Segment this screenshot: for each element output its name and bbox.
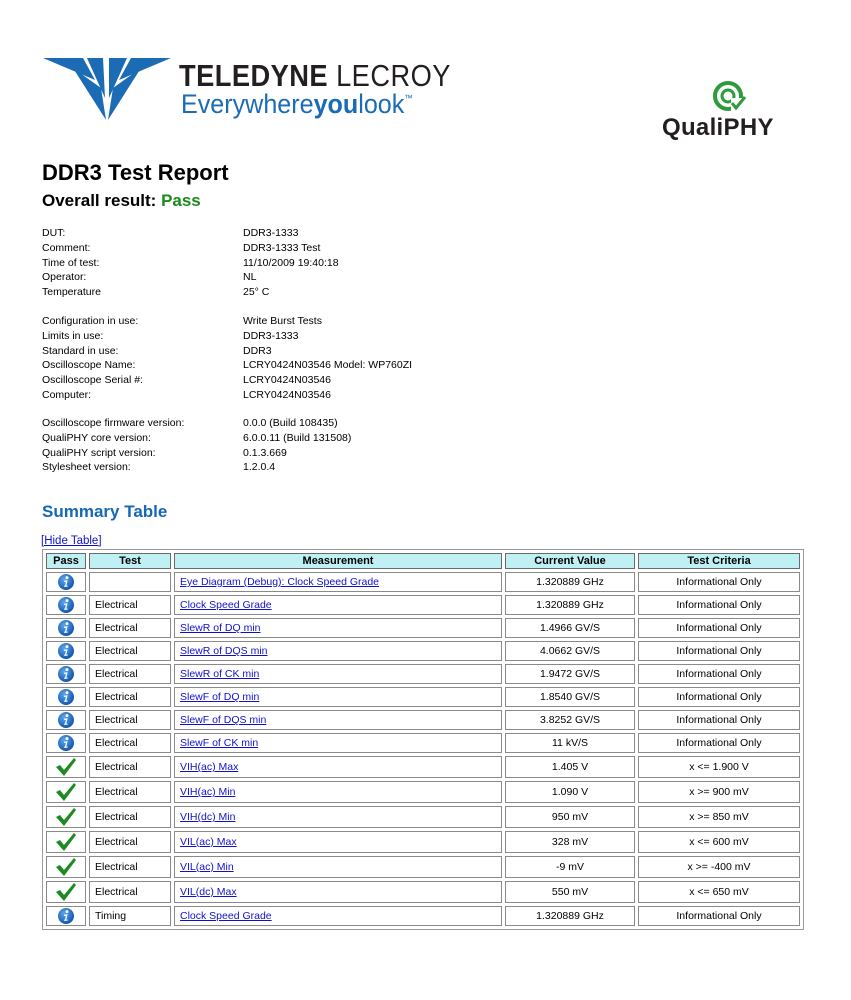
test-cell: Electrical — [89, 733, 171, 753]
pass-cell — [46, 572, 86, 592]
pass-cell — [46, 856, 86, 878]
info-value: DDR3-1333 — [243, 329, 299, 342]
info-key: QualiPHY core version: — [42, 431, 151, 444]
measurement-cell — [174, 618, 502, 638]
info-value: 0.1.3.669 — [243, 446, 287, 459]
pass-cell — [46, 733, 86, 753]
pass-cell — [46, 831, 86, 853]
test-cell: Electrical — [89, 781, 171, 803]
measurement-cell — [174, 906, 502, 926]
qualiphy-logo-icon — [712, 80, 748, 114]
test-criteria-cell: x >= 850 mV — [638, 806, 800, 828]
info-value: NL — [243, 271, 257, 284]
info-key: DUT: — [42, 227, 66, 239]
column-header-test: Test — [89, 553, 171, 569]
test-criteria-cell: Informational Only — [638, 572, 800, 592]
measurement-link[interactable]: Clock Speed Grade — [180, 599, 272, 611]
test-cell: Electrical — [89, 687, 171, 707]
pass-cell — [46, 906, 86, 926]
column-header-current-value: Current Value — [505, 553, 635, 569]
current-value-cell: 3.8252 GV/S — [505, 710, 635, 730]
current-value-cell: 1.090 V — [505, 781, 635, 803]
test-cell: Electrical — [89, 831, 171, 853]
test-cell: Electrical — [89, 881, 171, 903]
table-row — [46, 641, 800, 661]
qualiphy-wordmark: QualiPHY — [662, 114, 774, 141]
test-criteria-cell: x <= 650 mV — [638, 881, 800, 903]
summary-table — [42, 549, 804, 930]
measurement-cell — [174, 664, 502, 684]
measurement-cell — [174, 756, 502, 778]
info-icon — [57, 645, 75, 657]
table-row — [46, 710, 800, 730]
current-value-cell: 4.0662 GV/S — [505, 641, 635, 661]
info-icon — [57, 737, 75, 749]
table-row — [46, 806, 800, 828]
checkmark-icon — [55, 761, 77, 773]
table-row — [46, 856, 800, 878]
test-cell: Electrical — [89, 664, 171, 684]
current-value-cell: 950 mV — [505, 806, 635, 828]
test-criteria-cell: x <= 1.900 V — [638, 756, 800, 778]
pass-cell — [46, 641, 86, 661]
report-title: DDR3 Test Report — [42, 160, 229, 185]
info-key: QualiPHY script version: — [42, 446, 156, 459]
measurement-link[interactable]: SlewR of DQS min — [180, 645, 268, 657]
table-row — [46, 906, 800, 926]
info-value: Write Burst Tests — [243, 315, 322, 327]
info-value: DDR3-1333 Test — [243, 241, 321, 254]
measurement-cell — [174, 572, 502, 592]
info-icon — [57, 622, 75, 634]
measurement-cell — [174, 831, 502, 853]
table-row — [46, 618, 800, 638]
current-value-cell: 328 mV — [505, 831, 635, 853]
overall-result — [42, 191, 201, 211]
measurement-link[interactable]: SlewR of DQ min — [180, 622, 261, 634]
test-criteria-cell: Informational Only — [638, 687, 800, 707]
current-value-cell: 11 kV/S — [505, 733, 635, 753]
test-criteria-cell: x >= -400 mV — [638, 856, 800, 878]
info-value: 6.0.0.11 (Build 131508) — [243, 431, 352, 444]
info-row — [42, 270, 339, 285]
info-key: Configuration in use: — [42, 315, 139, 327]
measurement-link[interactable]: Eye Diagram (Debug): Clock Speed Grade — [180, 576, 380, 588]
info-key: Oscilloscope Serial #: — [42, 374, 143, 387]
info-icon — [57, 599, 75, 611]
info-row — [42, 460, 351, 475]
overall-result-value: Pass — [161, 191, 201, 210]
info-row — [42, 226, 339, 241]
test-info-group — [42, 226, 339, 300]
measurement-cell — [174, 781, 502, 803]
test-cell: Electrical — [89, 641, 171, 661]
checkmark-icon — [55, 836, 77, 848]
info-icon — [57, 691, 75, 703]
test-criteria-cell: Informational Only — [638, 733, 800, 753]
teledyne-fan-icon — [43, 58, 171, 122]
info-key: Computer: — [42, 388, 92, 401]
current-value-cell: 1.320889 GHz — [505, 595, 635, 615]
table-row — [46, 687, 800, 707]
info-value: 0.0.0 (Build 108435) — [243, 417, 338, 429]
teledyne-lecroy-logo — [43, 58, 451, 124]
configuration-info-group — [42, 314, 412, 403]
info-row — [42, 256, 339, 271]
info-row — [42, 416, 351, 431]
measurement-cell — [174, 856, 502, 878]
pass-cell — [46, 710, 86, 730]
version-info-group — [42, 416, 351, 475]
test-cell: Electrical — [89, 806, 171, 828]
summary-table-header-row — [46, 553, 800, 569]
pass-cell — [46, 595, 86, 615]
info-row — [42, 446, 351, 461]
pass-cell — [46, 881, 86, 903]
info-value: LCRY0424N03546 — [243, 374, 331, 387]
pass-cell — [46, 618, 86, 638]
test-criteria-cell: Informational Only — [638, 641, 800, 661]
test-criteria-cell: Informational Only — [638, 595, 800, 615]
table-row — [46, 664, 800, 684]
info-key: Standard in use: — [42, 344, 119, 357]
teledyne-wordmark: TELEDYNE LECROY — [179, 58, 451, 93]
test-criteria-cell: Informational Only — [638, 618, 800, 638]
info-icon — [57, 910, 75, 922]
info-icon — [57, 576, 75, 588]
current-value-cell: 550 mV — [505, 881, 635, 903]
measurement-link[interactable]: SlewF of DQS min — [180, 714, 267, 726]
measurement-link[interactable]: SlewF of DQ min — [180, 691, 260, 703]
info-row — [42, 285, 339, 300]
table-row — [46, 881, 800, 903]
column-header-test-criteria: Test Criteria — [638, 553, 800, 569]
info-value: LCRY0424N03546 — [243, 388, 331, 401]
table-row — [46, 572, 800, 592]
test-cell: Electrical — [89, 595, 171, 615]
measurement-link[interactable]: VIH(ac) Min — [180, 786, 236, 798]
info-value: DDR3 — [243, 344, 272, 357]
measurement-cell — [174, 806, 502, 828]
hide-table-link[interactable]: [Hide Table] — [41, 535, 102, 547]
test-cell: Timing — [89, 906, 171, 926]
measurement-link[interactable]: SlewR of CK min — [180, 668, 260, 680]
measurement-link[interactable]: SlewF of CK min — [180, 737, 259, 749]
test-cell: Electrical — [89, 856, 171, 878]
info-row — [42, 329, 412, 344]
info-icon — [57, 714, 75, 726]
measurement-cell — [174, 733, 502, 753]
table-row — [46, 756, 800, 778]
info-key: Oscilloscope firmware version: — [42, 417, 185, 429]
measurement-cell — [174, 710, 502, 730]
info-icon — [57, 668, 75, 680]
current-value-cell: 1.405 V — [505, 756, 635, 778]
pass-cell — [46, 664, 86, 684]
table-row — [46, 733, 800, 753]
overall-result-label: Overall result: — [42, 191, 157, 210]
info-value: 11/10/2009 19:40:18 — [243, 256, 339, 269]
table-row — [46, 781, 800, 803]
measurement-link[interactable]: VIL(ac) Max — [180, 836, 237, 848]
test-criteria-cell: x >= 900 mV — [638, 781, 800, 803]
measurement-link[interactable]: VIH(ac) Max — [180, 761, 239, 773]
summary-table-heading: Summary Table — [42, 502, 168, 521]
column-header-measurement: Measurement — [174, 553, 502, 569]
info-key: Oscilloscope Name: — [42, 359, 136, 372]
test-cell: Electrical — [89, 756, 171, 778]
info-row — [42, 314, 412, 329]
measurement-cell — [174, 687, 502, 707]
test-criteria-cell: Informational Only — [638, 664, 800, 684]
measurement-link[interactable]: VIH(dc) Min — [180, 811, 236, 823]
current-value-cell: -9 mV — [505, 856, 635, 878]
checkmark-icon — [55, 861, 77, 873]
info-row — [42, 358, 412, 373]
test-criteria-cell: Informational Only — [638, 710, 800, 730]
info-value: 1.2.0.4 — [243, 461, 276, 474]
info-key: Time of test: — [42, 256, 100, 269]
test-cell: Electrical — [89, 710, 171, 730]
measurement-link[interactable]: Clock Speed Grade — [180, 910, 272, 922]
qualiphy-logo — [662, 80, 812, 142]
measurement-cell — [174, 881, 502, 903]
info-row — [42, 431, 351, 446]
measurement-link[interactable]: VIL(dc) Max — [180, 886, 237, 898]
info-row — [42, 373, 412, 388]
info-key: Limits in use: — [42, 329, 104, 342]
info-value: LCRY0424N03546 Model: WP760ZI — [243, 359, 413, 372]
current-value-cell: 1.320889 GHz — [505, 906, 635, 926]
info-key: Operator: — [42, 271, 87, 284]
teledyne-tagline: Everywhereyoulook™ — [181, 89, 413, 119]
checkmark-icon — [55, 786, 77, 798]
checkmark-icon — [55, 886, 77, 898]
pass-cell — [46, 756, 86, 778]
info-row — [42, 388, 412, 403]
info-value: 25° C — [243, 286, 270, 299]
table-row — [46, 831, 800, 853]
info-row — [42, 241, 339, 256]
info-key: Stylesheet version: — [42, 461, 131, 474]
current-value-cell: 1.4966 GV/S — [505, 618, 635, 638]
pass-cell — [46, 687, 86, 707]
test-cell: Electrical — [89, 618, 171, 638]
checkmark-icon — [55, 811, 77, 823]
current-value-cell: 1.320889 GHz — [505, 572, 635, 592]
table-row — [46, 595, 800, 615]
current-value-cell: 1.9472 GV/S — [505, 664, 635, 684]
measurement-cell — [174, 595, 502, 615]
test-cell — [89, 572, 171, 592]
measurement-link[interactable]: VIL(ac) Min — [180, 861, 234, 873]
pass-cell — [46, 781, 86, 803]
test-criteria-cell: x <= 600 mV — [638, 831, 800, 853]
current-value-cell: 1.8540 GV/S — [505, 687, 635, 707]
info-key: Comment: — [42, 241, 91, 254]
info-row — [42, 344, 412, 359]
column-header-pass: Pass — [46, 553, 86, 569]
test-criteria-cell: Informational Only — [638, 906, 800, 926]
info-key: Temperature — [42, 286, 101, 299]
pass-cell — [46, 806, 86, 828]
info-value: DDR3-1333 — [243, 227, 299, 239]
measurement-cell — [174, 641, 502, 661]
